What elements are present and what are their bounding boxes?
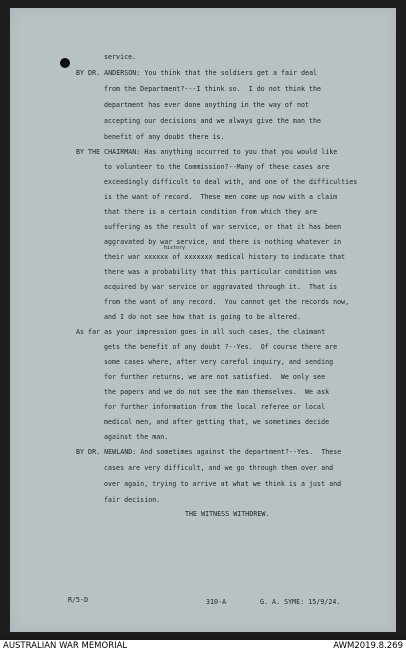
document-page bbox=[10, 8, 396, 632]
text-line: from the want of any record. You cannot get the records now, bbox=[104, 298, 350, 306]
archive-reference: AWM2019.8.269 bbox=[333, 641, 403, 651]
text-line: over again, trying to arrive at what we think is a just and bbox=[104, 480, 342, 488]
text-line: BY DR. ANDERSON: You think that the soldiers get a fair deal bbox=[76, 69, 318, 77]
text-line: is the want of record. These men come up now with a claim bbox=[104, 193, 338, 201]
text-line: for further information from the local referee or local bbox=[104, 403, 326, 411]
archive-institution: AUSTRALIAN WAR MEMORIAL bbox=[3, 641, 128, 651]
text-line: from the Department?---I think so. I do not think the bbox=[104, 85, 322, 93]
text-line: accepting our decisions and we always give the man the bbox=[104, 117, 322, 125]
text-line: cases are very difficult, and we go through them over and bbox=[104, 464, 334, 472]
text-line: suffering as the result of war service, or that it has been bbox=[104, 223, 342, 231]
footer-reference: R/5-D bbox=[68, 596, 89, 604]
handwritten-insertion: history bbox=[164, 245, 186, 251]
text-line: benefit of any doubt there is. bbox=[104, 133, 225, 141]
text-line: gets the benefit of any doubt ?--Yes. Of course there are bbox=[104, 343, 338, 351]
footer-page-number: 310-A bbox=[206, 598, 227, 606]
text-line: against the man. bbox=[104, 433, 169, 441]
text-line: service. bbox=[104, 53, 137, 61]
text-line: BY THE CHAIRMAN: Has anything occurred to you that you would like bbox=[76, 148, 338, 156]
text-line: and I do not see how that is going to be altered. bbox=[104, 313, 301, 321]
text-line: that there is a certain condition from which they are bbox=[104, 208, 318, 216]
text-line: exceedingly difficult to deal with, and one of the difficulties bbox=[104, 178, 358, 186]
text-line: fair decision. bbox=[104, 496, 161, 504]
text-line: the papers and we do not see the man themselves. We ask bbox=[104, 388, 330, 396]
text-line: for further returns, we are not satisfied. We only see bbox=[104, 373, 326, 381]
text-line: As far as your impression goes in all such cases, the claimant bbox=[76, 328, 326, 336]
text-line: some cases where, after very careful inquiry, and sending bbox=[104, 358, 334, 366]
footer-signature: G. A. SYME: 15/9/24. bbox=[260, 598, 341, 606]
text-line: medical men, and after getting that, we sometimes decide bbox=[104, 418, 330, 426]
archive-caption-bar bbox=[0, 640, 406, 653]
punch-hole bbox=[60, 58, 70, 68]
text-line: there was a probability that this particular condition was bbox=[104, 268, 338, 276]
text-line: aggravated by war service, and there is nothing whatever in bbox=[104, 238, 342, 246]
text-line: their war xxxxxx of xxxxxxx medical history to indicate that bbox=[104, 253, 346, 261]
text-line: acquired by war service or aggravated through it. That is bbox=[104, 283, 338, 291]
text-line: BY DR. NEWLAND: And sometimes against the department?--Yes. These bbox=[76, 448, 342, 456]
text-line: department has ever done anything in the way of not bbox=[104, 101, 310, 109]
witness-withdrew: THE WITNESS WITHDREW. bbox=[185, 510, 270, 518]
text-line: to volunteer to the Commission?--Many of these cases are bbox=[104, 163, 330, 171]
